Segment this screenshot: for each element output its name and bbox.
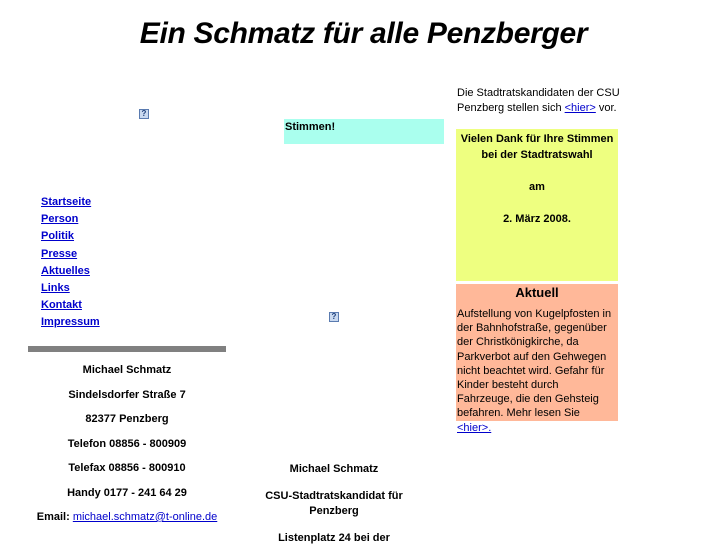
nav-item-kontakt [41,295,100,312]
candidates-intro-link[interactable]: <hier> [564,102,596,114]
nav-link-aktuelles[interactable]: Aktuelles [41,264,90,277]
stimmen-box: Stimmen! [284,119,444,144]
nav-item-links [41,278,100,295]
aktuell-box [456,284,618,434]
candidate-role: CSU-Stadtratskandidat für Penzberg [265,490,403,517]
nav-link-kontakt[interactable]: Kontakt [41,299,82,312]
nav-link-politik[interactable]: Politik [41,230,75,243]
candidate-info [258,462,410,545]
aktuell-text [457,307,617,435]
nav-link-person[interactable]: Person [41,213,79,226]
contact-fax: Telefax 08856 - 800910 [68,462,186,474]
broken-image-icon: ? [139,109,149,119]
nav-item-presse [41,244,100,261]
site-title: Ein Schmatz für alle Penzberger [139,17,588,50]
candidates-intro-suffix: vor. [595,102,617,114]
contact-email-link[interactable]: michael.schmatz@t-online.de [72,511,218,523]
sidebar-divider [28,346,226,352]
aktuell-title: Aktuell [515,285,559,300]
contact-phone: Telefon 08856 - 800909 [67,437,187,450]
contact-email-line [8,509,246,534]
broken-image-icon: ? [329,312,339,322]
thanks-am: am [529,181,545,193]
aktuell-text-body: Aufstellung von Kugelpfosten in der Bahnhofstraße, gegenüber der Christkönigkirche, da Parkverbot auf den Gehwegen nicht beachtet wird. Gefahr für Kinder besteht durch Fahrzeuge, die den Gehsteig befahren. Mehr lesen Sie [457,308,612,420]
nav-link-startseite[interactable]: Startseite [41,196,92,208]
contact-block [28,362,226,534]
nav-item-impressum [41,312,100,329]
candidates-intro-text: Die Stadtratskandidaten der CSU Penzberg stellen sich [457,87,620,114]
nav-item-person [41,209,100,226]
nav-link-impressum[interactable]: Impressum [41,316,100,329]
candidates-intro [457,86,622,116]
thanks-date: 2. März 2008. [503,213,571,225]
aktuell-more-link[interactable]: <hier>. [457,421,492,434]
main-nav [41,192,100,330]
contact-name: Michael Schmatz [82,364,172,376]
contact-street: Sindelsdorfer Straße 7 [68,388,186,401]
thanks-box [456,129,618,281]
contact-email-label: Email: [36,511,70,523]
nav-link-presse[interactable]: Presse [41,247,78,260]
candidate-name: Michael Schmatz [289,463,379,475]
contact-city: 82377 Penzberg [85,413,169,425]
thanks-message: Vielen Dank für Ihre Stimmen bei der Stadtratswahl [460,133,614,161]
nav-item-startseite [41,192,100,209]
nav-link-links[interactable]: Links [41,281,70,294]
nav-item-politik [41,226,100,243]
candidate-list-position: Listenplatz 24 bei der [278,532,390,544]
nav-item-aktuelles [41,261,100,278]
contact-mobile: Handy 0177 - 241 64 29 [67,486,187,499]
